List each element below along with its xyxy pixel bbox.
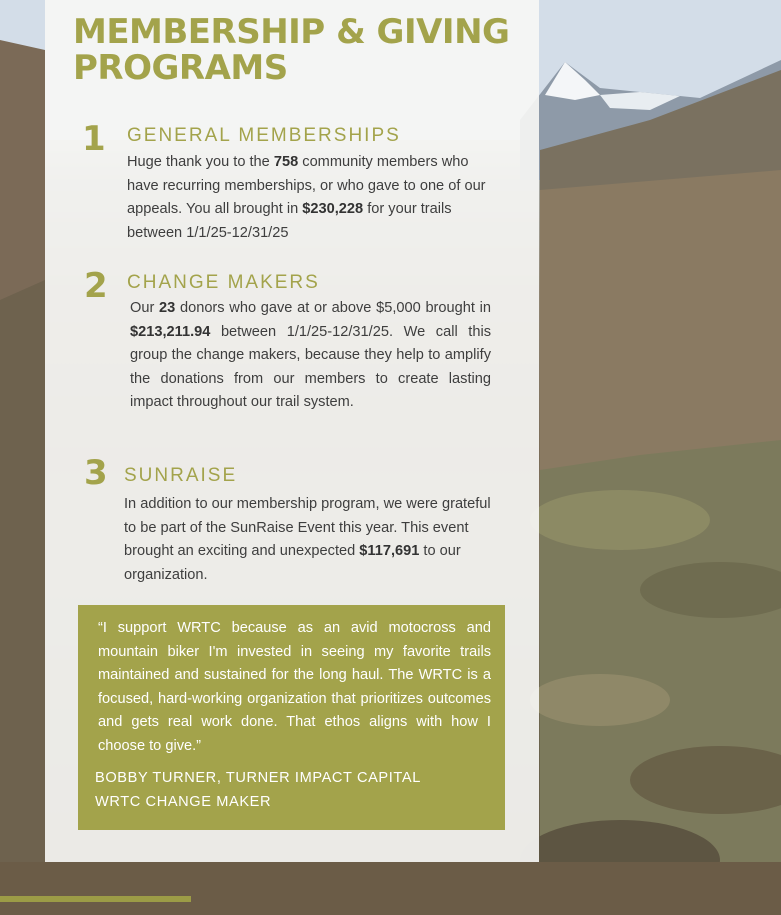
section-2-heading: CHANGE MAKERS (127, 272, 320, 293)
section-3-body: In addition to our membership program, we were grateful to be part of the SunRaise Event this year. This event brought an exciting and unexpected $117,691 to our organization. (124, 496, 491, 583)
testimonial-quote: “I support WRTC because as an avid motocross and mountain biker I'm invested in seeing my favorite trails maintained and sustained for the long haul. The WRTC is a focused, hard-working organization that prioritizes outcomes and gets real work done. That ethos aligns with how I choose to give.” (98, 620, 491, 754)
section-3-number: 3 (84, 453, 108, 493)
testimonial-attribution: BOBBY TURNER, TURNER IMPACT CAPITAL (95, 770, 421, 786)
change-makers-total: $213,211.94 (130, 323, 211, 340)
page-title: MEMBERSHIP & GIVING PROGRAMS (73, 12, 510, 88)
section-1-number: 1 (82, 119, 106, 159)
accent-bar (0, 896, 191, 902)
section-2-number: 2 (84, 266, 108, 306)
section-1-body: Huge thank you to the 758 community members who have recurring memberships, or who gave to one of our appeals. You all brought in $230,228 for your trails between 1/1/25-12/31/25 (127, 154, 486, 241)
section-3-heading: SUNRAISE (124, 465, 238, 486)
testimonial-role: WRTC CHANGE MAKER (95, 794, 272, 810)
donor-count: 23 (159, 300, 176, 316)
section-1-heading: GENERAL MEMBERSHIPS (127, 125, 401, 146)
member-count: 758 (273, 154, 299, 170)
membership-total: $230,228 (302, 201, 364, 217)
sunraise-total: $117,691 (359, 543, 420, 559)
section-2-body: Our 23 donors who gave at or above $5,000 brought in $213,211.94 between 1/1/25-12/31/25. We call this group the change makers, because they help to amplify the donations from our members to create lasting impact throughout our trail system. (130, 300, 491, 410)
